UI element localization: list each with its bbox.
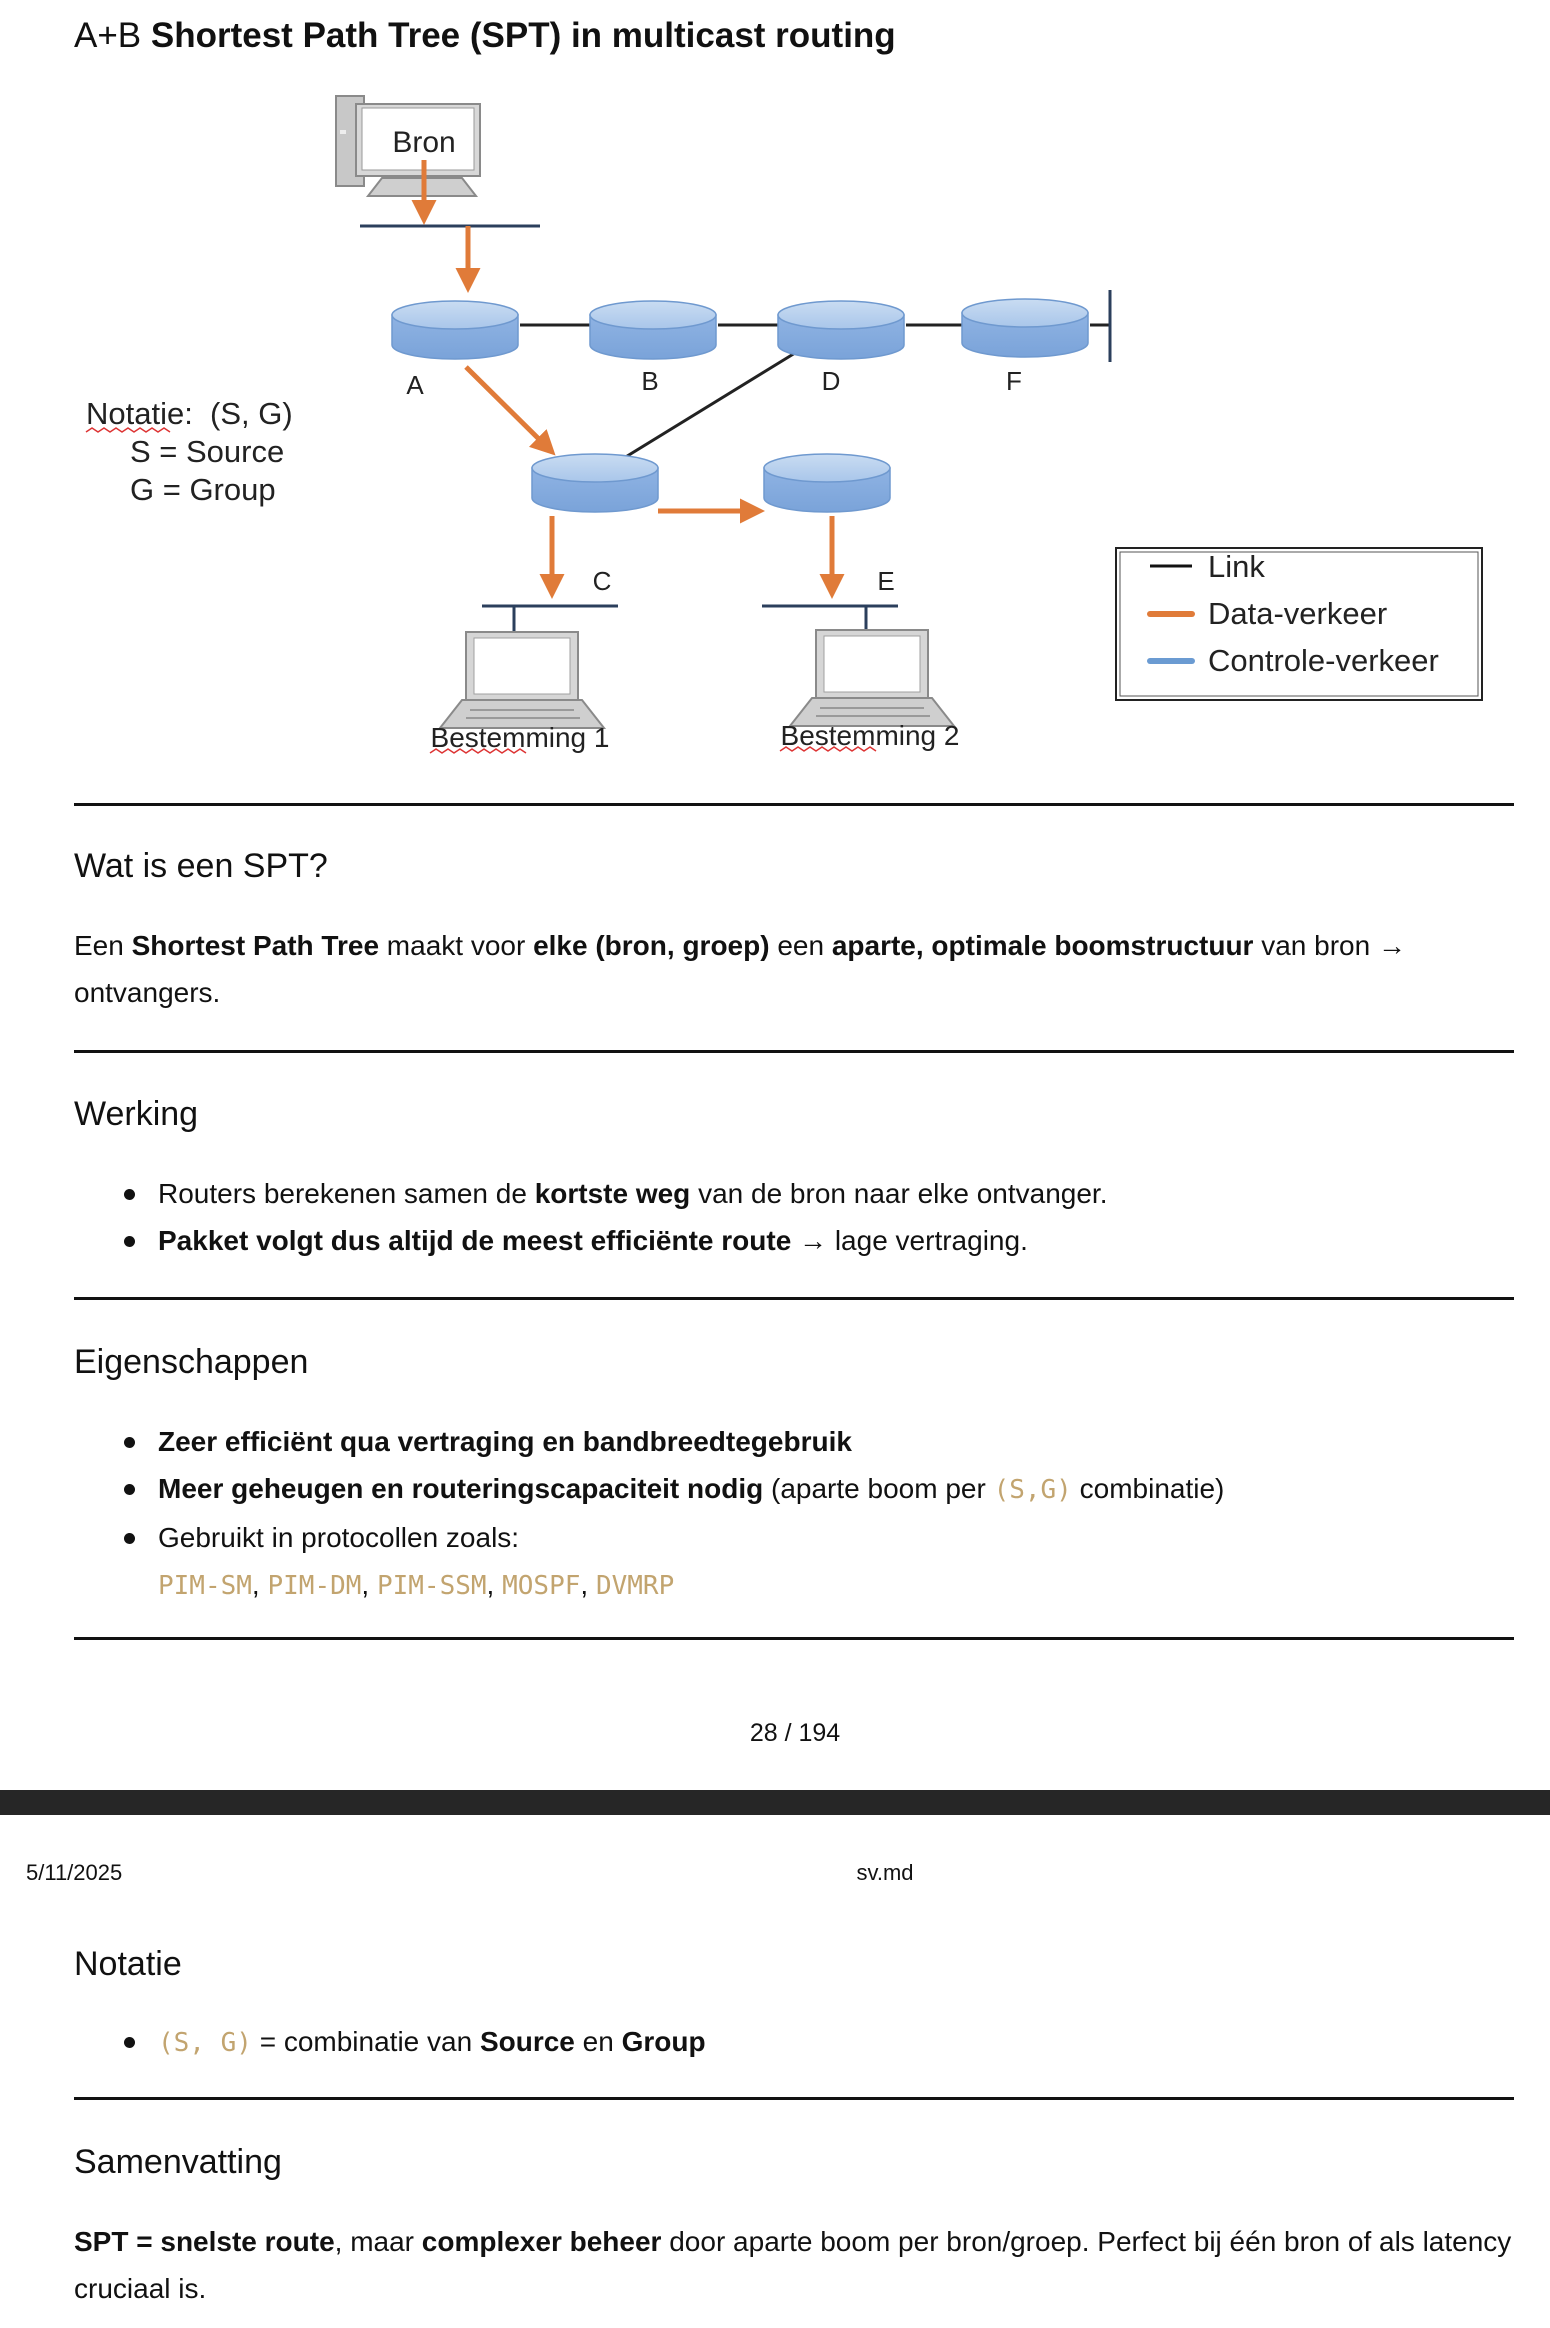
router-label-d: D [821,366,841,396]
divider [74,1637,1514,1640]
diagram-legend [1116,548,1482,700]
list-item: Meer geheugen en routeringscapaciteit nodig (aparte boom per (S,G) combinatie) [74,1465,1514,1514]
divider [74,2097,1514,2100]
destination-1-label: Bestemming 1 [430,722,610,753]
list-item: Pakket volgt dus altijd de meest efficiënte route → lage vertraging. [74,1217,1514,1264]
section-heading-werking: Werking [74,1095,199,1133]
section-heading-eigenschappen: Eigenschappen [74,1343,309,1381]
destination-2-label: Bestemming 2 [780,720,960,751]
notation-line-1: Notatie: (S, G) [86,396,293,431]
section-text-samenvatting: SPT = snelste route, maar complexer beheer door aparte boom per bron/groep. Perfect bij één bron of als latency cruciaal is. [74,2226,1512,2304]
list-item: Zeer efficiënt qua vertraging en bandbreedtegebruik [74,1418,1514,1465]
router-b [590,301,716,359]
werking-list [74,1170,1514,1264]
router-label-b: B [641,366,659,396]
destination-1-laptop-icon [440,632,604,728]
source-label: Bron [392,126,456,159]
list-item: (S, G) = combinatie van Source en Group [74,2018,1514,2067]
page-title [74,12,896,60]
destination-2-laptop-icon [790,630,954,726]
header-filename: sv.md [856,1860,914,1885]
page-separator [0,1790,1550,1815]
divider [74,803,1514,806]
router-a [392,301,518,359]
list-item: Gebruikt in protocollen zoals: PIM-SM, PIM-DM, PIM-SSM, MOSPF, DVMRP [74,1514,1514,1610]
router-d [778,301,904,359]
router-label-f: F [1006,366,1022,396]
notation-line-2: S = Source [130,434,285,469]
eigenschappen-list [74,1418,1514,1610]
divider [74,1297,1514,1300]
router-label-e: E [877,566,895,596]
divider [74,1050,1514,1053]
title-bold: Shortest Path Tree (SPT) in multicast routing [150,16,896,55]
data-arrow-a-c [466,367,552,452]
section-heading-samenvatting: Samenvatting [74,2143,282,2181]
router-c [532,454,658,512]
notatie-list [74,2018,1514,2067]
list-item: Routers berekenen samen de kortste weg van de bron naar elke ontvanger. [74,1170,1514,1217]
router-f [962,299,1088,357]
notation-line-3: G = Group [130,472,276,507]
legend-label-control: Controle-verkeer [1208,643,1439,678]
router-e [764,454,890,512]
router-label-c: C [592,566,612,596]
router-label-a: A [406,370,424,400]
section-heading-notatie: Notatie [74,1945,182,1983]
legend-label-link: Link [1208,549,1265,584]
source-computer-icon [336,96,480,196]
protocol-list: PIM-SM, PIM-DM, PIM-SSM, MOSPF, DVMRP [158,1569,675,1601]
page-number: 28 / 194 [749,1719,841,1747]
title-prefix: A+B [74,16,142,55]
header-date: 5/11/2025 [26,1860,123,1885]
section-text-what: Een Shortest Path Tree maakt voor elke (bron, groep) een aparte, optimale boomstructuur van bron → ontvangers. [74,930,1406,1008]
legend-label-data: Data-verkeer [1208,596,1388,631]
section-heading-what: Wat is een SPT? [74,847,328,885]
spt-diagram [0,70,1550,770]
